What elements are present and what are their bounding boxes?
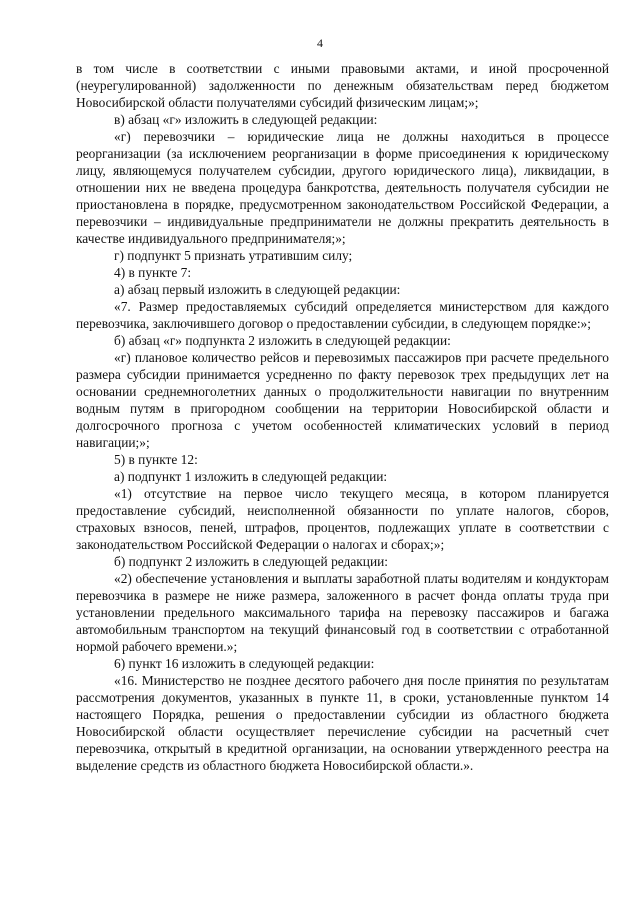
paragraph: 4) в пункте 7: (114, 265, 192, 280)
paragraph: а) подпункт 1 изложить в следующей редакции: (114, 469, 388, 484)
page-number: 4 (317, 36, 323, 50)
paragraph: «г) перевозчики – юридические лица не должны находиться в процессе реорганизации (за исключением реорганизации в форме присоединения к юридическому лицу, являющемуся получателем субсидии, другого юридического лица), ликвидации, в отношении них не введена процедура банкротства, деятельность получателя субсидии не приостановлена в порядке, предусмотренном законодательством Российской Федерации, а перевозчики – индивидуальные предприниматели не должны прекратить деятельность в качестве индивидуального предпринимателя;»; (76, 129, 609, 246)
paragraph: «1) отсутствие на первое число текущего месяца, в котором планируется предоставление субсидий, неисполненной обязанности по уплате налогов, сборов, страховых взносов, пеней, штрафов, процентов, подлежащих уплате в соответствии с законодательством Российской Федерации о налогах и сборах;»; (76, 486, 609, 552)
paragraph: 6) пункт 16 изложить в следующей редакции: (114, 656, 375, 671)
document-body (76, 60, 609, 774)
paragraph: «г) плановое количество рейсов и перевозимых пассажиров при расчете предельного размера субсидии принимается усредненно по факту перевозок трех предыдущих лет на основании среднемноголетних данных о продолжительности навигации по внутренним водным путям в пригородном сообщении на территории Новосибирской области и долгосрочного прогноза с учетом особенностей климатических условий в период навигации;»; (76, 350, 609, 450)
paragraph: б) абзац «г» подпункта 2 изложить в следующей редакции: (114, 333, 451, 348)
paragraph: «7. Размер предоставляемых субсидий определяется министерством для каждого перевозчика, заключившего договор о предоставлении субсидии, в следующем порядке:»; (76, 299, 609, 331)
paragraph: «2) обеспечение установления и выплаты заработной платы водителям и кондукторам перевозчика в размере не ниже размера, заложенного в расчет фонда оплаты труда при установлении предельного максимального тарифа на перевозку пассажиров и багажа автомобильным транспортом на текущий финансовый год в соответствии с отработанной нормой рабочего времени.»; (76, 571, 609, 654)
paragraph: 5) в пункте 12: (114, 452, 198, 467)
paragraph: б) подпункт 2 изложить в следующей редакции: (114, 554, 389, 569)
paragraph: в том числе в соответствии с иными правовыми актами, и иной просроченной (неурегулированной) задолженности по денежным обязательствам перед бюджетом Новосибирской области получателями субсидий физическим лицам;»; (76, 61, 609, 110)
paragraph: г) подпункт 5 признать утратившим силу; (114, 248, 353, 263)
paragraph: а) абзац первый изложить в следующей редакции: (114, 282, 401, 297)
paragraph: в) абзац «г» изложить в следующей редакции: (114, 112, 378, 127)
paragraph: «16. Министерство не позднее десятого рабочего дня после принятия по результатам рассмотрения документов, указанных в пункте 11, в сроки, установленные пунктом 14 настоящего Порядка, решения о предоставлении субсидии из областного бюджета Новосибирской области осуществляет перечисление субсидии на расчетный счет перевозчика, открытый в кредитной организации, на основании утвержденного реестра на выделение средств из областного бюджета Новосибирской области.». (76, 673, 609, 773)
